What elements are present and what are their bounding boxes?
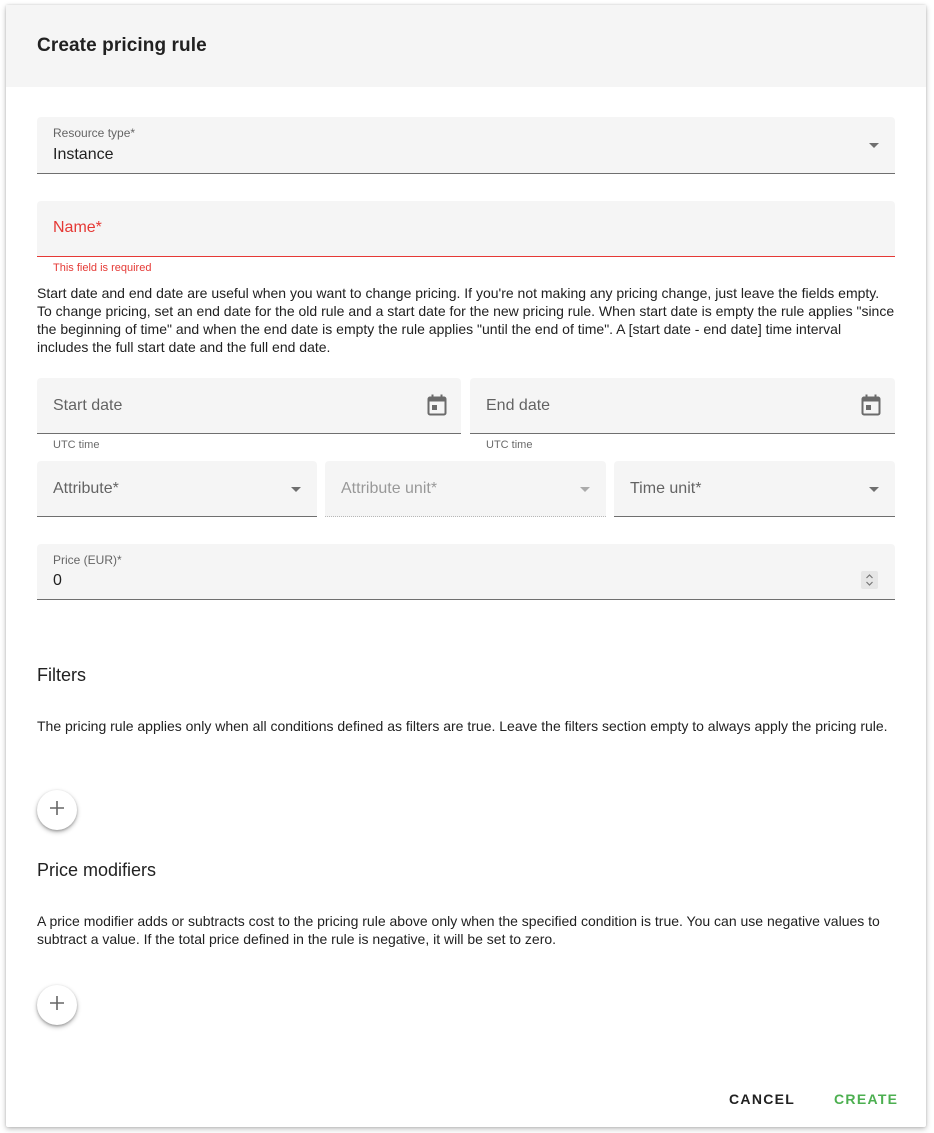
create-pricing-rule-dialog — [6, 5, 926, 1127]
resource-type-select[interactable] — [37, 117, 895, 174]
start-date-helper: UTC time — [53, 439, 100, 451]
add-price-modifier-button[interactable] — [37, 985, 77, 1025]
name-error-text: This field is required — [53, 262, 152, 274]
attribute-unit-label: Attribute unit* — [341, 480, 438, 497]
price-input[interactable] — [37, 544, 895, 600]
price-modifiers-description: A price modifier adds or subtracts cost to the pricing rule above only when the specified condition is true. You can use negative values to subtract a value. If the total price defined in the rule is negative, it will be set to zero. — [37, 913, 880, 947]
plus-icon — [49, 995, 65, 1016]
calendar-icon[interactable] — [861, 394, 881, 421]
start-date-input[interactable] — [37, 378, 461, 434]
end-date-input[interactable] — [470, 378, 895, 434]
attribute-unit-select[interactable] — [325, 461, 606, 517]
chevron-down-icon — [869, 143, 879, 148]
dates-help-text: Start date and end date are useful when you want to change pricing. If you're not making any pricing change, just leave the fields empty. To change pricing, set an end date for the old rule and a start date for the new pricing rule. When start date is empty the rule applies "since the beginning of time" and when the end date is empty the rule applies "until the end of time". A [start date - end date] time interval includes the full start date and the full end date. — [37, 285, 895, 355]
dialog-header — [6, 5, 926, 87]
resource-type-label: Resource type* — [53, 126, 136, 140]
resource-type-value: Instance — [53, 146, 114, 163]
number-spinner[interactable] — [861, 571, 878, 589]
attribute-select[interactable] — [37, 461, 317, 517]
filters-title: Filters — [37, 665, 86, 685]
add-filter-button[interactable] — [37, 790, 77, 830]
price-modifiers-title: Price modifiers — [37, 860, 157, 880]
create-button[interactable]: CREATE — [834, 1091, 899, 1107]
name-label: Name* — [53, 219, 102, 236]
name-input[interactable] — [37, 201, 895, 257]
attribute-label: Attribute* — [53, 480, 119, 497]
filters-description: The pricing rule applies only when all conditions defined as filters are true. Leave the filters section empty to always apply the pricing rule. — [37, 718, 888, 734]
dialog-title: Create pricing rule — [37, 35, 207, 56]
chevron-down-icon — [291, 487, 301, 492]
chevron-down-icon — [580, 487, 590, 492]
end-date-label: End date — [486, 397, 551, 414]
cancel-button[interactable]: CANCEL — [729, 1091, 796, 1107]
time-unit-label: Time unit* — [630, 480, 702, 497]
calendar-icon[interactable] — [427, 394, 447, 421]
price-label: Price (EUR)* — [53, 553, 122, 567]
end-date-helper: UTC time — [486, 439, 533, 451]
price-value: 0 — [53, 572, 62, 589]
start-date-label: Start date — [53, 397, 123, 414]
chevron-down-icon — [869, 487, 879, 492]
plus-icon — [49, 800, 65, 821]
time-unit-select[interactable] — [614, 461, 895, 517]
